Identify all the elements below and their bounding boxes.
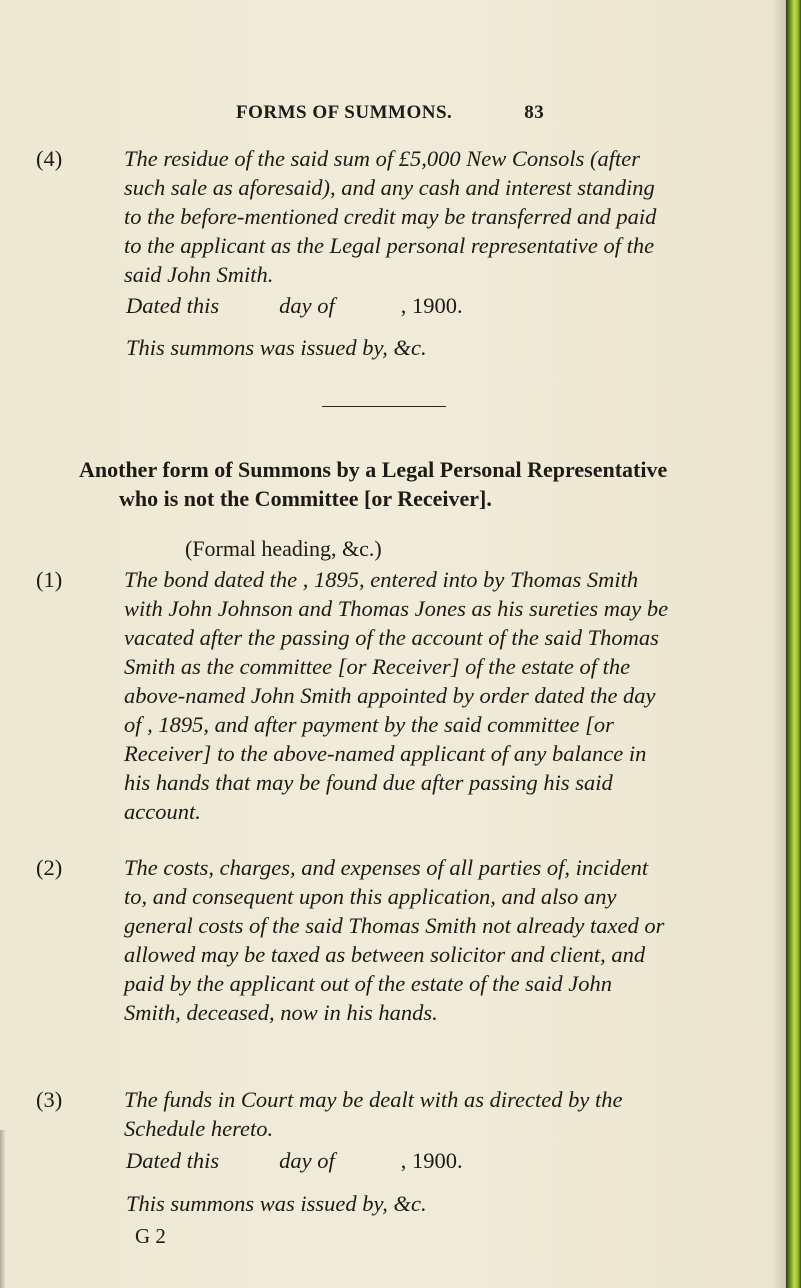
- dated-line-top: Dated this day of , 1900.: [126, 293, 463, 318]
- formal-heading: (Formal heading, &c.): [185, 536, 382, 561]
- left-shadow: [0, 1130, 6, 1288]
- item-number: (2): [36, 855, 63, 880]
- item-number: (3): [36, 1087, 63, 1112]
- item-text: The residue of the said sum of £5,000 New Consols (after such sale as aforesaid), and any cash and interest standing to the before-mentioned credit may be transferred and paid to the applicant as the Legal personal representative of the said John Smith.: [124, 146, 657, 287]
- item-text: The bond dated the , 1895, entered into by Thomas Smith with John Johnson and Thomas Jones as his sureties may be vacated after the passing of the account of the said Thomas Smith as the committee [or Receiver] of the estate of the above-named John Smith appointed by order dated the day of , 1895, and after payment by the said committee [or Receiver] to the above-named applicant of any balance in his hands that may be found due after passing his said account.: [124, 567, 669, 824]
- signature-mark: G 2: [135, 1224, 166, 1248]
- running-header: [236, 102, 544, 124]
- item-text: The costs, charges, and expenses of all parties of, incident to, and consequent upon this application, and also any general costs of the said Thomas Smith not already taxed or allowed may be taxed as between solicitor and client, and paid by the applicant out of the estate of the said John Smith, deceased, now in his hands.: [124, 855, 665, 1025]
- gutter-shadow: [772, 0, 786, 1288]
- issued-line-bottom: This summons was issued by, &c.: [126, 1191, 427, 1216]
- issued-line-top: This summons was issued by, &c.: [126, 335, 427, 360]
- item-1: [36, 565, 670, 826]
- section-divider: [322, 406, 446, 407]
- item-2: [36, 853, 670, 1027]
- book-edge: [786, 0, 801, 1288]
- item-number: (4): [36, 146, 63, 171]
- running-title: FORMS OF SUMMONS.: [236, 102, 453, 123]
- item-4: [36, 144, 670, 289]
- item-3: [36, 1085, 670, 1143]
- item-number: (1): [36, 567, 63, 592]
- page-number: 83: [524, 102, 545, 123]
- dated-line-bottom: Dated this day of , 1900.: [126, 1148, 463, 1173]
- item-text: The funds in Court may be dealt with as directed by the Schedule hereto.: [124, 1087, 623, 1141]
- section-heading: Another form of Summons by a Legal Personal Representative who is not the Committee [or Receiver].: [79, 457, 668, 511]
